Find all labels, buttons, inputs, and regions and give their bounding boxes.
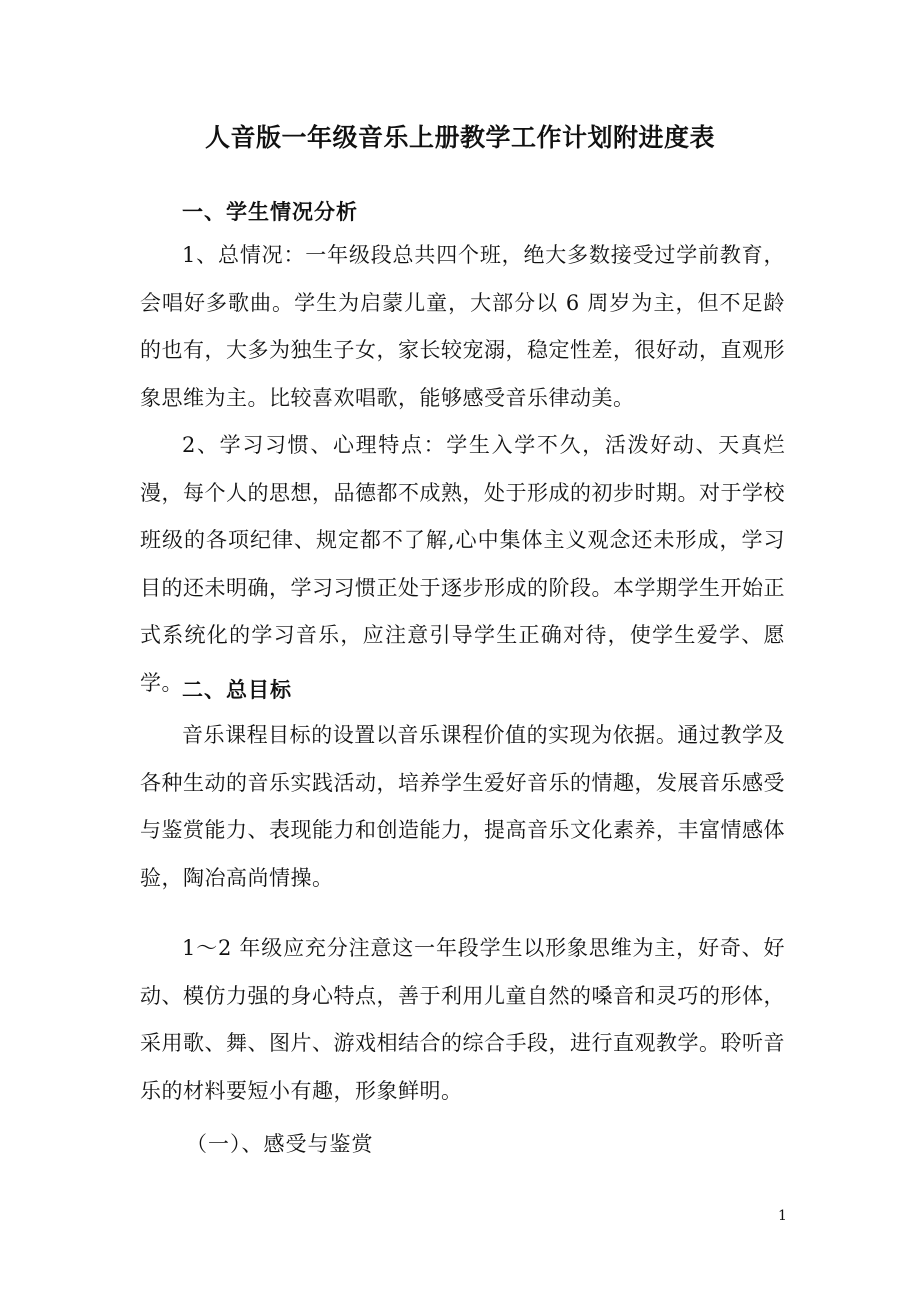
- paragraph-learning-habits: 2、学习习惯、心理特点：学生入学不久，活泼好动、天真烂漫，每个人的思想，品德都不成熟，处于形成的初步时期。对于学校班级的各项纪律、规定都不了解,心中集体主义观念还未形成，学习目的还未明确，学习习惯正处于逐步形成的阶段。本学期学生开始正式系统化的学习音乐，应注意引导学生正确对待，使学生爱学、愿学。: [140, 433, 785, 695]
- document-title: 人音版一年级音乐上册教学工作计划附进度表: [204, 123, 715, 152]
- page-number: 1: [778, 1208, 787, 1224]
- section-heading-student-analysis: 一、学生情况分析: [182, 199, 358, 224]
- section-heading-general-goals: 二、总目标: [182, 677, 292, 702]
- paragraph-grade-guidance: 1～2 年级应充分注意这一年段学生以形象思维为主，好奇、好动、模仿力强的身心特点，善于利用儿童自然的嗓音和灵巧的形体，采用歌、舞、图片、游戏相结合的综合手段，进行直观教学。聆听音乐的材料要短小有趣，形象鲜明。: [140, 936, 785, 1103]
- subheading-perception-appreciation: （一）、感受与鉴赏: [186, 1132, 374, 1156]
- paragraph-curriculum-goals: 音乐课程目标的设置以音乐课程价值的实现为依据。通过教学及各种生动的音乐实践活动，培养学生爱好音乐的情趣，发展音乐感受与鉴赏能力、表现能力和创造能力，提高音乐文化素养，丰富情感体验，陶冶高尚情操。: [140, 723, 785, 890]
- paragraph-overall-situation: 1、总情况：一年级段总共四个班，绝大多数接受过学前教育，会唱好多歌曲。学生为启蒙儿童，大部分以 6 周岁为主，但不足龄的也有，大多为独生子女，家长较宠溺，稳定性差，很好动，直观形象思维为主。比较喜欢唱歌，能够感受音乐律动美。: [140, 243, 785, 410]
